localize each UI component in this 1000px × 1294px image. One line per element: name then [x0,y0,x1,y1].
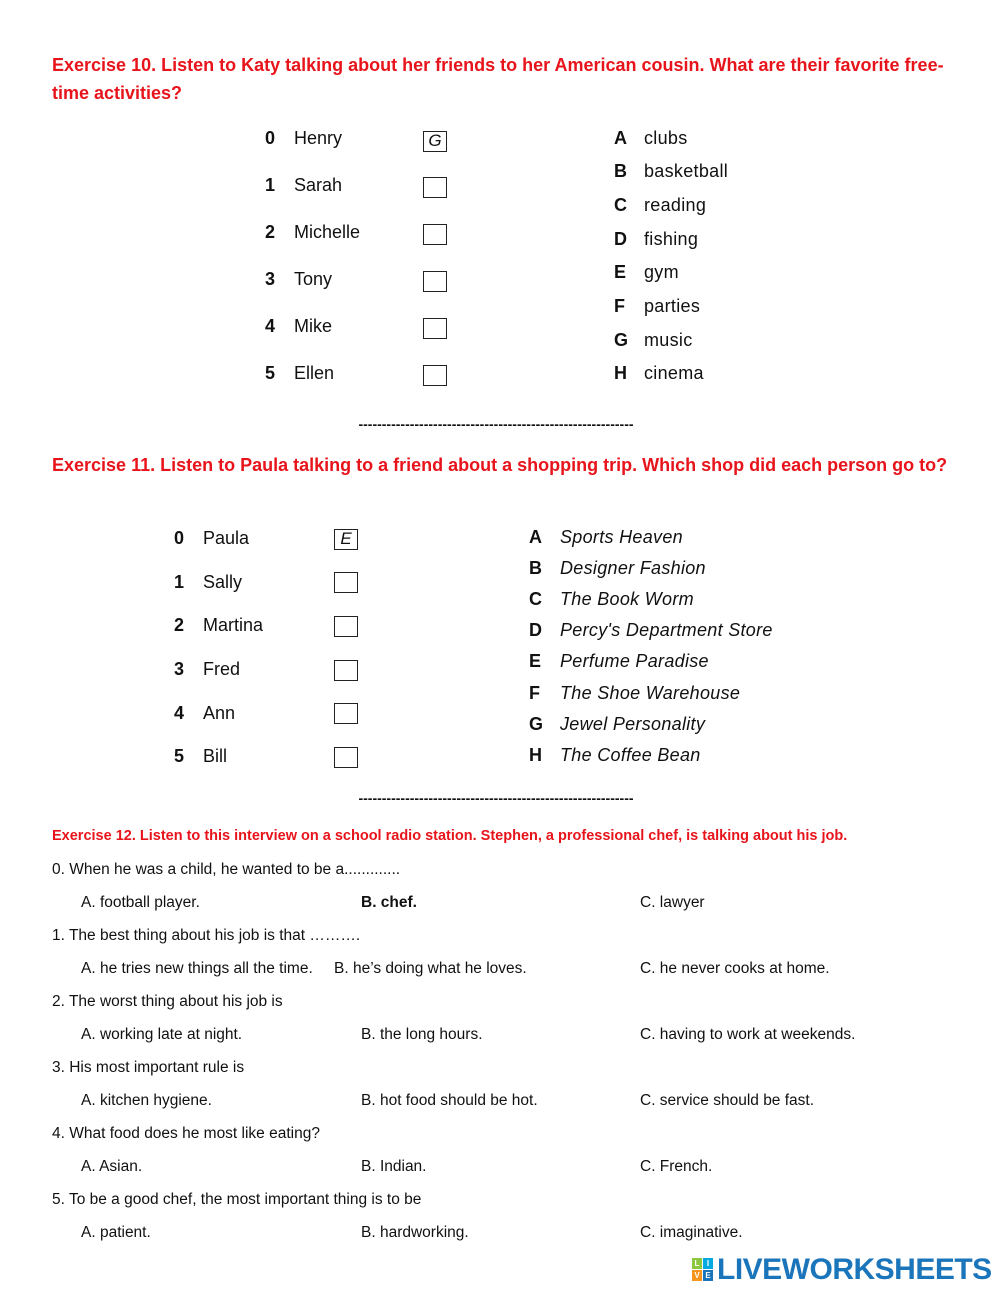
question: 4. What food does he most like eating? [52,1125,320,1142]
separator: ----------------------------------------------------------- [358,416,634,432]
option-b[interactable]: B. Indian. [361,1158,427,1175]
question: 0. When he was a child, he wanted to be a............. [52,861,401,878]
option-b[interactable]: B. chef. [361,894,417,911]
question: 3. His most important rule is [52,1059,245,1076]
option-a[interactable]: A. he tries new things all the time. [81,960,313,977]
answer-box[interactable] [334,572,358,593]
answer-box[interactable] [423,224,447,245]
option-b[interactable]: B. the long hours. [361,1026,483,1043]
option-a[interactable]: A. football player. [81,894,200,911]
answer-box[interactable]: E [334,529,358,550]
option-a[interactable]: A. kitchen hygiene. [81,1092,212,1109]
answer-box[interactable] [334,747,358,768]
logo-text: LIVEWORKSHEETS [717,1253,992,1286]
option-b[interactable]: B. he’s doing what he loves. [334,960,527,977]
separator: ----------------------------------------------------------- [358,790,634,806]
exercise-12-title: Exercise 12. Listen to this interview on a school radio station. Stephen, a professional chef, is talking about his job. [52,828,848,844]
answer-box[interactable] [423,271,447,292]
answer-box[interactable] [423,318,447,339]
question: 5. To be a good chef, the most important thing is to be [52,1191,422,1208]
option-b[interactable]: B. hardworking. [361,1224,469,1241]
answer-box[interactable] [334,616,358,637]
answer-box[interactable] [334,660,358,681]
option-c[interactable]: C. imaginative. [640,1224,743,1241]
logo-badge-icon: L I V E [692,1258,714,1282]
option-c[interactable]: C. service should be fast. [640,1092,815,1109]
option-b[interactable]: B. hot food should be hot. [361,1092,538,1109]
exercise-11-title: Exercise 11. Listen to Paula talking to a friend about a shopping trip. Which shop did each person go to? [52,455,948,475]
question: 2. The worst thing about his job is [52,993,283,1010]
option-c[interactable]: C. French. [640,1158,713,1175]
exercise-10-title: Exercise 10. Listen to Katy talking about her friends to her American cousin. What are their favorite free-time activities? [52,55,944,103]
option-c[interactable]: C. he never cooks at home. [640,960,830,977]
liveworksheets-logo [692,1253,992,1287]
option-c[interactable]: C. having to work at weekends. [640,1026,856,1043]
answer-box[interactable]: G [423,131,447,152]
option-a[interactable]: A. working late at night. [81,1026,243,1043]
option-a[interactable]: A. Asian. [81,1158,143,1175]
answer-box[interactable] [423,177,447,198]
option-c[interactable]: C. lawyer [640,894,705,911]
question: 1. The best thing about his job is that ………. [52,927,361,944]
answer-box[interactable] [423,365,447,386]
option-a[interactable]: A. patient. [81,1224,151,1241]
answer-box[interactable] [334,703,358,724]
